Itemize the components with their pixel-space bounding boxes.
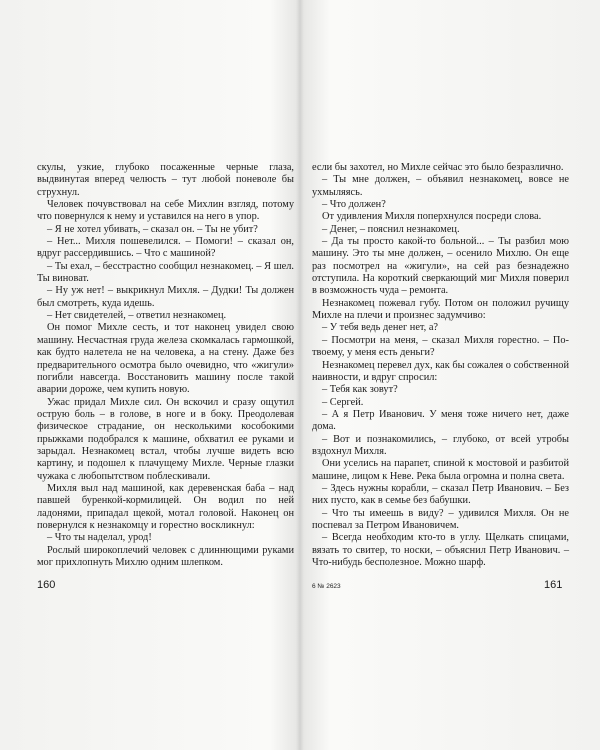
right-page-number: 161 <box>544 579 563 591</box>
paragraph: – Здесь нужны корабли, – сказал Петр Иванович. – Без них пусто, как в семье без бабушки. <box>312 482 569 507</box>
paragraph: если бы захотел, но Михле сейчас это было безразлично. <box>312 162 564 173</box>
left-page-number: 160 <box>37 579 56 591</box>
left-page-text <box>37 162 294 569</box>
paragraph: Рослый широкоплечий человек с длиннющими руками мог прихлопнуть Михлю одним шлепком. <box>37 544 294 568</box>
paragraph: – Я не хотел убивать, – сказал он. – Ты не убит? <box>47 223 258 235</box>
paragraph: – А я Петр Иванович. У меня тоже ничего нет, даже дома. <box>312 408 569 433</box>
paragraph: – У тебя ведь денег нет, а? <box>322 322 439 334</box>
paragraph: Они уселись на парапет, спиной к мостовой и разбитой машине, лицом к Неве. Река была огромна и полна света. <box>312 458 569 482</box>
paragraph: – Нет... Михля пошевелился. – Помоги! – сказал он, вдруг рассердившись. – Что с машиной? <box>37 236 294 260</box>
paragraph: – Ты мне должен, – объявил незнакомец, вовсе не ухмыляясь. <box>312 174 569 198</box>
paragraph: Он помог Михле сесть, и тот наконец увидел свою машину. Несчастная груда железа скомкалась гармошкой, как будто налетела не на человека, а на стену. Даже без предварительного осмотра было очевидно, что «жигули» погибли навсегда. Восстановить машину после такой аварии дороже, чем купить новую. <box>37 322 294 396</box>
paragraph: – Ну уж нет! – выкрикнул Михля. – Дудки! Ты должен был смотреть, куда идешь. <box>37 285 294 309</box>
paragraph: Незнакомец пожевал губу. Потом он положил ручищу Михле на плечи и произнес задумчиво: <box>312 297 569 322</box>
paragraph: – Да ты просто какой-то больной... – Ты разбил мою машину. Это ты мне должен, – осенило Михлю. Он еще раз посмотрел на «жигули», на сей раз безнадежно отступила. На короткий сверкающий миг Михля поверил в возможность чуда – ремонта. <box>312 236 569 297</box>
paragraph: От удивления Михля поперхнулся посреди слова. <box>322 211 542 223</box>
printer-signature-mark: 6 № 2623 <box>312 583 341 590</box>
paragraph: скулы, узкие, глубоко посаженные черные глаза, выдвинутая вперед челюсть – тут любой поневоле бы струхнул. <box>37 162 294 198</box>
paragraph: – Нет свидетелей, – ответил незнакомец. <box>47 310 227 322</box>
paragraph: – Что должен? <box>322 199 386 211</box>
paragraph: – Сергей. <box>322 396 364 408</box>
paragraph: Человек почувствовал на себе Михлин взгляд, потому что повернулся к нему и уставился на него в упор. <box>37 199 294 223</box>
paragraph: – Всегда необходим кто-то в углу. Щелкать спицами, вязать то свитер, то носки, – объяснил Петр Иванович. – Что-нибудь бесполезное. Можно шарф. <box>312 532 569 568</box>
paragraph: – Ты ехал, – бесстрастно сообщил незнакомец. – Я шел. Ты виноват. <box>37 260 294 285</box>
paragraph: – Посмотри на меня, – сказал Михля горестно. – По-твоему, у меня есть деньги? <box>312 334 569 359</box>
paragraph: – Денег, – пояснил незнакомец. <box>322 223 460 235</box>
paragraph: Ужас придал Михле сил. Он вскочил и сразу ощутил острую боль – в голове, в ноге и в боку. Преодолевая физическое страдание, он несколькими кособокими прыжками подобрался к машине, обхватил ее руками и зарыдал. Незнакомец встал, чтобы лучше видеть всю картину, и подошел к плачущему Михле. Черные глазки чужака с любопытством поблескивали. <box>37 396 294 482</box>
right-page-text <box>312 162 569 569</box>
paragraph: – Тебя как зовут? <box>322 384 398 396</box>
paragraph: – Что ты имеешь в виду? – удивился Михля. Он не поспевал за Петром Ивановичем. <box>312 507 569 531</box>
paragraph: Незнакомец перевел дух, как бы сожалея о собственной наивности, и вдруг спросил: <box>312 359 569 383</box>
paragraph: Михля выл над машиной, как деревенская баба – над павшей буренкой-кормилицей. Он водил по ней ладонями, припадал щекой, мотал головой. Наконец он повернулся к незнакомцу и горестно воскликнул: <box>37 482 294 531</box>
paragraph: – Вот и познакомились, – глубоко, от всей утробы вздохнул Михля. <box>312 433 569 457</box>
book-gutter <box>296 0 304 750</box>
paragraph: – Что ты наделал, урод! <box>47 532 152 544</box>
